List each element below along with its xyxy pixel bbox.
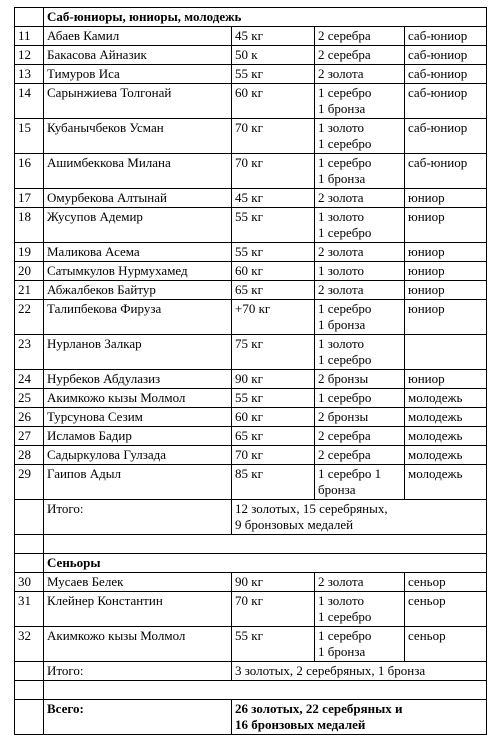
athlete-name: Ашимбеккова Милана: [44, 154, 232, 189]
medals-cell-line: 1 серебро: [318, 85, 372, 100]
medals-cell-line: 1 серебро: [318, 136, 372, 151]
weight-class: 75 кг: [232, 335, 315, 370]
athlete-name: Нурланов Залкар: [44, 335, 232, 370]
medals-cell-line: 1 золото: [318, 120, 364, 135]
medals-cell: [315, 119, 405, 154]
age-category: сеньор: [405, 592, 487, 627]
row-number: 11: [15, 27, 44, 46]
weight-class: 65 кг: [232, 281, 315, 300]
athlete-name: Садыркулова Гулзада: [44, 446, 232, 465]
weight-class: 55 кг: [232, 243, 315, 262]
weight-class: 55 кг: [232, 627, 315, 662]
total-value: [232, 500, 487, 535]
table-row: [15, 84, 487, 119]
medals-cell-line: бронза: [318, 482, 356, 497]
table-row: [15, 46, 487, 65]
total-label: Итого:: [44, 500, 232, 535]
athlete-name: Омурбекова Алтынай: [44, 189, 232, 208]
total-value: [232, 662, 487, 681]
table-row: [15, 446, 487, 465]
medals-cell: [315, 592, 405, 627]
medals-cell: [315, 46, 405, 65]
row-number: 16: [15, 154, 44, 189]
table-row: [15, 335, 487, 370]
weight-class: 90 кг: [232, 370, 315, 389]
age-category: саб-юниор: [405, 119, 487, 154]
table-row: [15, 465, 487, 500]
medals-cell-line: 1 бронза: [318, 317, 366, 332]
row-number: 26: [15, 408, 44, 427]
medals-cell: [315, 154, 405, 189]
table-row: [15, 27, 487, 46]
row-number: 13: [15, 65, 44, 84]
row-number: 12: [15, 46, 44, 65]
total-row: [15, 500, 487, 535]
athlete-name: Сарынжиева Толгонай: [44, 84, 232, 119]
athlete-name: Сатымкулов Нурмухамед: [44, 262, 232, 281]
age-category: молодежь: [405, 465, 487, 500]
medals-cell: [315, 370, 405, 389]
table-row: [15, 65, 487, 84]
table-row: [15, 370, 487, 389]
medals-cell-line: 1 серебро 1: [318, 466, 382, 481]
athlete-name: Кубанычбеков Усман: [44, 119, 232, 154]
age-category: юниор: [405, 370, 487, 389]
age-category: юниор: [405, 300, 487, 335]
row-number: 25: [15, 389, 44, 408]
table-row: [15, 627, 487, 662]
athlete-name: Исламов Бадир: [44, 427, 232, 446]
section-title: Сеньоры: [44, 554, 487, 573]
medals-cell-line: 2 бронзы: [318, 409, 369, 424]
age-category: саб-юниор: [405, 27, 487, 46]
empty-cell: [44, 681, 487, 700]
weight-class: 55 кг: [232, 65, 315, 84]
total-value-line: 12 золотых, 15 серебряных,: [235, 501, 388, 516]
medals-cell-line: 1 серебро: [318, 628, 372, 643]
row-number: 28: [15, 446, 44, 465]
medals-cell: [315, 243, 405, 262]
medals-cell: [315, 189, 405, 208]
table-row: [15, 281, 487, 300]
athlete-name: Гаипов Адыл: [44, 465, 232, 500]
medals-cell-line: 1 серебро: [318, 352, 372, 367]
weight-class: 60 кг: [232, 262, 315, 281]
athlete-name: Акимкожо кызы Молмол: [44, 627, 232, 662]
row-number: 27: [15, 427, 44, 446]
weight-class: 55 кг: [232, 389, 315, 408]
weight-class: +70 кг: [232, 300, 315, 335]
total-row: [15, 662, 487, 681]
medals-cell: [315, 627, 405, 662]
age-category: [405, 335, 487, 370]
table-row: [15, 592, 487, 627]
medals-cell: [315, 281, 405, 300]
medals-cell-line: 2 золота: [318, 574, 364, 589]
medals-cell: [315, 573, 405, 592]
row-number: 18: [15, 208, 44, 243]
medals-cell-line: 2 золота: [318, 282, 364, 297]
total-label: Итого:: [44, 662, 232, 681]
medals-cell: [315, 465, 405, 500]
medals-cell-line: 2 серебра: [318, 28, 371, 43]
age-category: юниор: [405, 262, 487, 281]
empty-cell: [15, 700, 44, 735]
medals-cell-line: 2 золота: [318, 66, 364, 81]
weight-class: 70 кг: [232, 446, 315, 465]
row-number: 30: [15, 573, 44, 592]
medals-cell-line: 1 серебро: [318, 225, 372, 240]
age-category: саб-юниор: [405, 65, 487, 84]
age-category: саб-юниор: [405, 84, 487, 119]
medals-cell-line: 1 серебро: [318, 609, 372, 624]
table-row: [15, 189, 487, 208]
age-category: сеньор: [405, 573, 487, 592]
row-number: 15: [15, 119, 44, 154]
athlete-name: Нурбеков Абдулазиз: [44, 370, 232, 389]
row-number: 19: [15, 243, 44, 262]
total-value-line: 3 золотых, 2 серебряных, 1 бронза: [235, 663, 426, 678]
age-category: юниор: [405, 281, 487, 300]
athlete-name: Маликова Асема: [44, 243, 232, 262]
table-row: [15, 262, 487, 281]
grand-total-value-line: 26 золотых, 22 серебряных и: [235, 701, 403, 716]
medals-cell: [315, 65, 405, 84]
section-title: Саб-юниоры, юниоры, молодежь: [44, 8, 487, 27]
medals-cell: [315, 335, 405, 370]
row-number: 23: [15, 335, 44, 370]
row-number: 21: [15, 281, 44, 300]
weight-class: 45 кг: [232, 27, 315, 46]
table-row: [15, 573, 487, 592]
athlete-name: Талипбекова Фируза: [44, 300, 232, 335]
athlete-name: Абаев Камил: [44, 27, 232, 46]
weight-class: 45 кг: [232, 189, 315, 208]
age-category: юниор: [405, 208, 487, 243]
athlete-name: Мусаев Белек: [44, 573, 232, 592]
weight-class: 90 кг: [232, 573, 315, 592]
table-row: [15, 427, 487, 446]
section-senior-header-row: [15, 554, 487, 573]
medals-cell-line: 1 бронза: [318, 101, 366, 116]
athlete-name: Клейнер Константин: [44, 592, 232, 627]
table-row: [15, 154, 487, 189]
medals-cell: [315, 300, 405, 335]
medals-table-body: [15, 8, 487, 735]
age-category: юниор: [405, 243, 487, 262]
row-number: 31: [15, 592, 44, 627]
medals-cell-line: 1 серебро: [318, 301, 372, 316]
table-row: [15, 300, 487, 335]
row-number: 17: [15, 189, 44, 208]
age-category: саб-юниор: [405, 46, 487, 65]
medals-cell: [315, 389, 405, 408]
medals-cell-line: 1 серебро: [318, 390, 372, 405]
age-category: молодежь: [405, 408, 487, 427]
empty-cell: [44, 535, 487, 554]
athlete-name: Турсунова Сезим: [44, 408, 232, 427]
weight-class: 70 кг: [232, 119, 315, 154]
total-value-line: 9 бронзовых медалей: [235, 517, 354, 532]
medals-cell: [315, 262, 405, 281]
weight-class: 65 кг: [232, 427, 315, 446]
table-row: [15, 208, 487, 243]
row-number: 14: [15, 84, 44, 119]
row-number: 20: [15, 262, 44, 281]
athlete-name: Абжалбеков Байтур: [44, 281, 232, 300]
medals-cell-line: 1 бронза: [318, 171, 366, 186]
empty-cell: [15, 535, 44, 554]
grand-total-value-line: 16 бронзовых медалей: [235, 717, 366, 732]
weight-class: 70 кг: [232, 154, 315, 189]
section-junior-header-row: [15, 8, 487, 27]
athlete-name: Акимкожо кызы Молмол: [44, 389, 232, 408]
age-category: юниор: [405, 189, 487, 208]
empty-cell: [15, 681, 44, 700]
medals-cell-line: 2 серебра: [318, 447, 371, 462]
medals-cell-line: 1 золото: [318, 209, 364, 224]
empty-cell: [15, 8, 44, 27]
empty-row: [15, 535, 487, 554]
grand-total-value: [232, 700, 487, 735]
medals-cell-line: 2 золота: [318, 190, 364, 205]
medals-cell-line: 2 серебра: [318, 47, 371, 62]
empty-row: [15, 681, 487, 700]
age-category: саб-юниор: [405, 154, 487, 189]
age-category: молодежь: [405, 427, 487, 446]
medals-cell: [315, 27, 405, 46]
medals-cell-line: 1 золото: [318, 336, 364, 351]
age-category: молодежь: [405, 446, 487, 465]
medals-cell: [315, 446, 405, 465]
medals-cell-line: 2 серебра: [318, 428, 371, 443]
weight-class: 70 кг: [232, 592, 315, 627]
weight-class: 50 к: [232, 46, 315, 65]
athlete-name: Жусупов Адемир: [44, 208, 232, 243]
row-number: 22: [15, 300, 44, 335]
grand-total-row: [15, 700, 487, 735]
weight-class: 55 кг: [232, 208, 315, 243]
weight-class: 85 кг: [232, 465, 315, 500]
table-row: [15, 243, 487, 262]
athlete-name: Тимуров Иса: [44, 65, 232, 84]
age-category: сеньор: [405, 627, 487, 662]
row-number: 32: [15, 627, 44, 662]
grand-total-label: Всего:: [44, 700, 232, 735]
age-category: молодежь: [405, 389, 487, 408]
empty-cell: [15, 554, 44, 573]
table-row: [15, 389, 487, 408]
medals-cell-line: 1 золото: [318, 263, 364, 278]
medals-cell-line: 1 серебро: [318, 155, 372, 170]
weight-class: 60 кг: [232, 84, 315, 119]
medals-cell: [315, 84, 405, 119]
medals-cell-line: 2 бронзы: [318, 371, 369, 386]
medals-table: [14, 7, 487, 735]
weight-class: 60 кг: [232, 408, 315, 427]
medals-cell: [315, 427, 405, 446]
row-number: 29: [15, 465, 44, 500]
row-number: 24: [15, 370, 44, 389]
medals-cell-line: 1 золото: [318, 593, 364, 608]
medals-cell: [315, 208, 405, 243]
medals-cell-line: 1 бронза: [318, 644, 366, 659]
medals-cell: [315, 408, 405, 427]
empty-cell: [15, 500, 44, 535]
athlete-name: Бакасова Айназик: [44, 46, 232, 65]
empty-cell: [15, 662, 44, 681]
medals-cell-line: 2 золота: [318, 244, 364, 259]
table-row: [15, 408, 487, 427]
table-row: [15, 119, 487, 154]
